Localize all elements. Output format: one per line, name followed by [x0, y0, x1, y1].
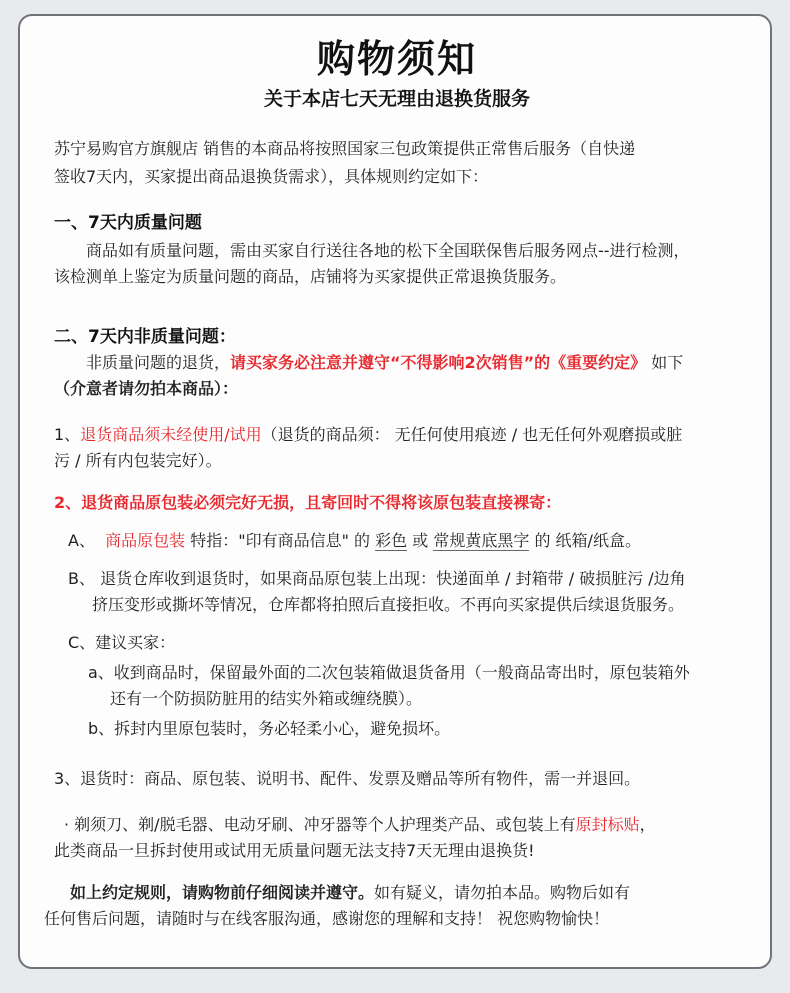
section-2-line-1 — [86, 352, 683, 374]
sub-a-underline-1: 彩色 — [375, 531, 408, 550]
note-line-2: 此类商品一旦拆封使用或试用无质量问题无法支持7天无理由退换货! — [54, 841, 535, 860]
note-text: · 剃须刀、剃/脱毛器、电动牙刷、冲牙器等个人护理类产品、或包装上有 — [64, 815, 576, 834]
sub-a-label: A、 — [68, 531, 95, 550]
section-2-text: 非质量问题的退货， — [86, 353, 231, 372]
sub-a-underline-2: 常规黄底黑字 — [433, 531, 530, 550]
sub-a-red-text: 商品原包装 — [105, 531, 186, 550]
note-comma: ， — [639, 815, 656, 834]
sub-a-text-1: 特指："印有商品信息" 的 — [190, 531, 371, 550]
sub-a-text-3: 的 纸箱/纸盒。 — [534, 531, 641, 550]
page-subtitle: 关于本店七天无理由退换货服务 — [263, 88, 530, 110]
item-3-text: 3、退货时：商品、原包装、说明书、配件、发票及赠品等所有物件，需一并退回。 — [54, 769, 641, 788]
item-1-rest: （退货的商品须： 无任何使用痕迹 / 也无任何外观磨损或脏 — [261, 425, 683, 444]
item-1-line-1 — [54, 424, 682, 446]
sub-b-line-2: 挤压变形或撕坏等情况，仓库都将拍照后直接拒收。不再向买家提供后续退货服务。 — [92, 595, 685, 614]
section-1-line-1: 商品如有质量问题，需由买家自行送往各地的松下全国联保售后服务网点--进行检测， — [86, 241, 690, 260]
section-1-heading: 一、7天内质量问题 — [54, 213, 202, 233]
footer-rest-text: 如有疑义，请勿拍本品。购物后如有 — [374, 883, 631, 902]
item-2-text: 2、退货商品原包装必须完好无损，且寄回时不得将该原包装直接裸寄： — [54, 493, 562, 512]
note-line-1 — [64, 814, 656, 836]
sub-c-a-line-1: a、收到商品时，保留最外面的二次包装箱做退货备用（一般商品寄出时，原包装箱外 — [88, 663, 690, 682]
section-2-line-2: （介意者请勿拍本商品）： — [54, 379, 239, 398]
section-2-heading: 二、7天内非质量问题： — [54, 327, 236, 347]
intro-line-1: 苏宁易购官方旗舰店 销售的本商品将按照国家三包政策提供正常售后服务（自快递 — [54, 139, 636, 158]
page-title: 购物须知 — [316, 37, 477, 81]
note-red-text: 原封标贴 — [575, 815, 640, 834]
sub-c-a-line-2: 还有一个防损防脏用的结实外箱或缠绕膜）。 — [110, 689, 423, 708]
footer-line-1 — [70, 882, 630, 904]
section-2-follow: 如下 — [651, 353, 684, 372]
footer-bold-text: 如上约定规则，请购物前仔细阅读并遵守。 — [70, 883, 375, 902]
sub-b-line-1: B、 退货仓库收到退货时，如果商品原包装上出现：快递面单 / 封箱带 / 破损脏污 /边角 — [68, 569, 686, 588]
footer-line-2: 任何售后问题，请随时与在线客服沟通，感谢您的理解和支持！ 祝您购物愉快！ — [44, 909, 610, 928]
sub-a-line — [68, 530, 641, 552]
important-agreement-text: 请买家务必注意并遵守“不得影响2次销售”的《重要约定》 — [230, 353, 647, 372]
intro-line-2: 签收7天内，买家提出商品退换货需求），具体规则约定如下： — [54, 167, 489, 186]
item-1-red-text: 退货商品须未经使用/试用 — [80, 425, 262, 444]
sub-c-heading: C、建议买家： — [68, 633, 176, 652]
sub-c-b-line: b、拆封内里原包装时，务必轻柔小心，避免损坏。 — [88, 719, 451, 738]
item-1-line-2: 污 / 所有内包装完好）。 — [54, 451, 222, 470]
section-1-line-2: 该检测单上鉴定为质量问题的商品，店铺将为买家提供正常退换货服务。 — [54, 267, 567, 286]
item-1-number: 1、 — [54, 425, 81, 444]
notice-card — [18, 14, 772, 969]
sub-a-text-2: 或 — [412, 531, 429, 550]
